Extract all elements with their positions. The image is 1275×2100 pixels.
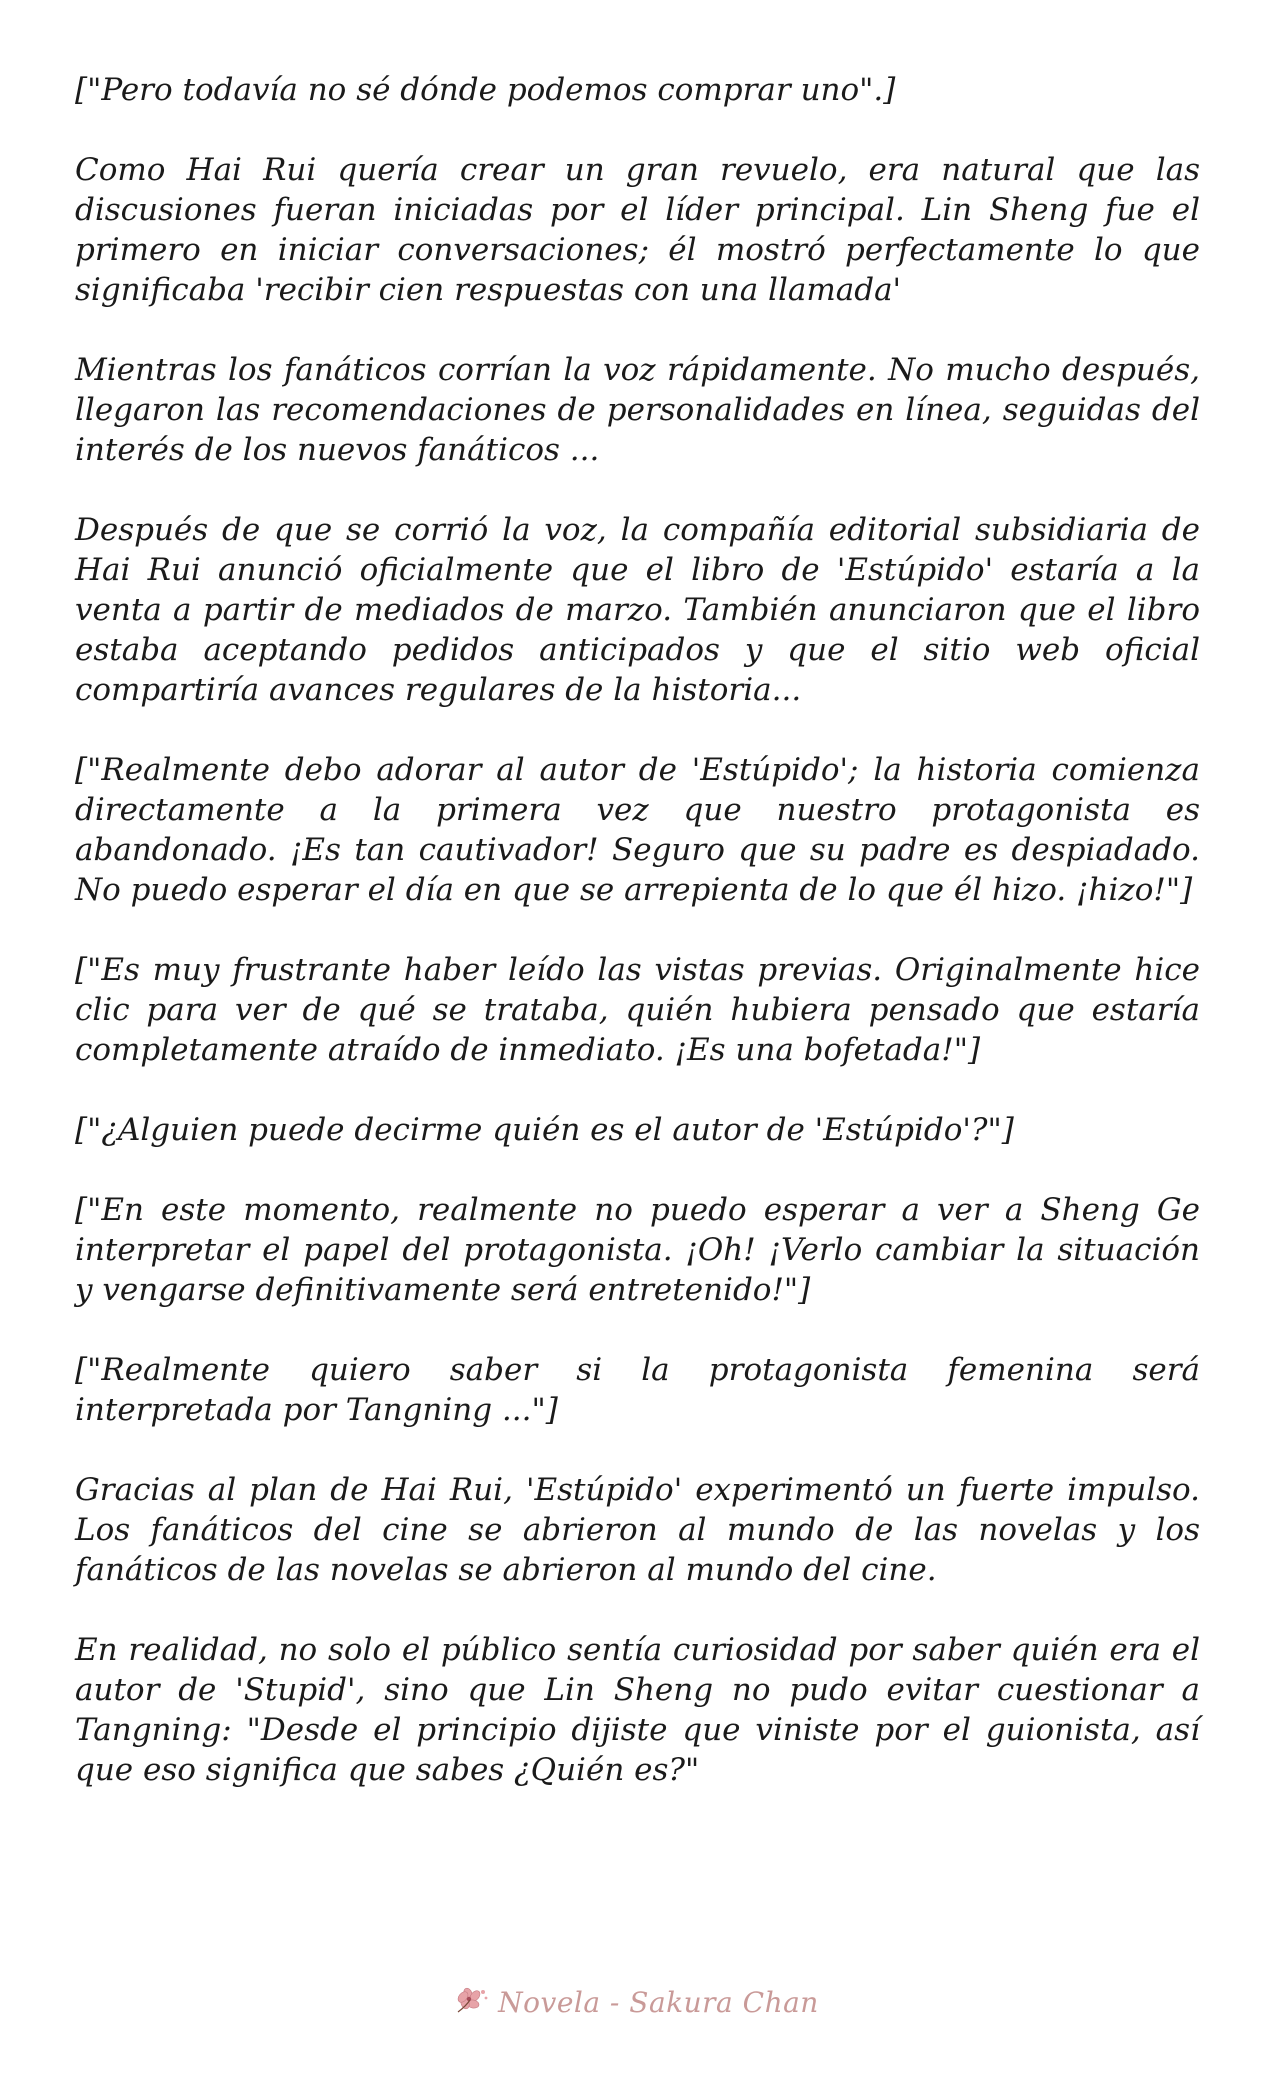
paragraph-7: ["¿Alguien puede decirme quién es el autor de 'Estúpido'?"] bbox=[75, 1112, 1014, 1148]
watermark-text: Novela - Sakura Chan bbox=[498, 1986, 819, 2019]
paragraph-9: ["Realmente quiero saber si la protagonista femenina será interpretada por Tangning ..."] bbox=[75, 1352, 1200, 1428]
paragraph-5: ["Realmente debo adorar al autor de 'Estúpido'; la historia comienza directamente a la primera vez que nuestro protagonista es abandonado. ¡Es tan cautivador! Seguro que su padre es despiadado. No puedo esperar el día en que se arrepienta de lo que él hizo. ¡hizo!"] bbox=[75, 752, 1200, 908]
paragraph-6: ["Es muy frustrante haber leído las vistas previas. Originalmente hice clic para ver de qué se trataba, quién hubiera pensado que estaría completamente atraído de inmediato. ¡Es una bofetada!"] bbox=[75, 952, 1200, 1068]
sakura-flower-icon bbox=[456, 1986, 490, 2023]
paragraph-1: ["Pero todavía no sé dónde podemos comprar uno".] bbox=[75, 72, 896, 108]
paragraph-4: Después de que se corrió la voz, la compañía editorial subsidiaria de Hai Rui anunció oficialmente que el libro de 'Estúpido' estaría a la venta a partir de mediados de marzo. También anunciaron que el libro estaba aceptando pedidos anticipados y que el sitio web oficial compartiría avances regulares de la historia... bbox=[75, 512, 1200, 708]
document-body bbox=[75, 70, 1200, 1830]
paragraph-3: Mientras los fanáticos corrían la voz rápidamente. No mucho después, llegaron las recomendaciones de personalidades en línea, seguidas del interés de los nuevos fanáticos ... bbox=[75, 352, 1200, 468]
watermark bbox=[0, 1986, 1275, 2023]
paragraph-2: Como Hai Rui quería crear un gran revuelo, era natural que las discusiones fueran iniciadas por el líder principal. Lin Sheng fue el primero en iniciar conversaciones; él mostró perfectamente lo que significaba 'recibir cien respuestas con una llamada' bbox=[75, 152, 1200, 308]
paragraph-8: ["En este momento, realmente no puedo esperar a ver a Sheng Ge interpretar el papel del protagonista. ¡Oh! ¡Verlo cambiar la situación y vengarse definitivamente será entretenido!"] bbox=[75, 1192, 1200, 1308]
paragraph-10: Gracias al plan de Hai Rui, 'Estúpido' experimentó un fuerte impulso. Los fanáticos del cine se abrieron al mundo de las novelas y los fanáticos de las novelas se abrieron al mundo del cine. bbox=[75, 1472, 1200, 1588]
paragraph-11: En realidad, no solo el público sentía curiosidad por saber quién era el autor de 'Stupid', sino que Lin Sheng no pudo evitar cuestionar a Tangning: "Desde el principio dijiste que viniste por el guionista, así que eso significa que sabes ¿Quién es?" bbox=[75, 1632, 1200, 1788]
